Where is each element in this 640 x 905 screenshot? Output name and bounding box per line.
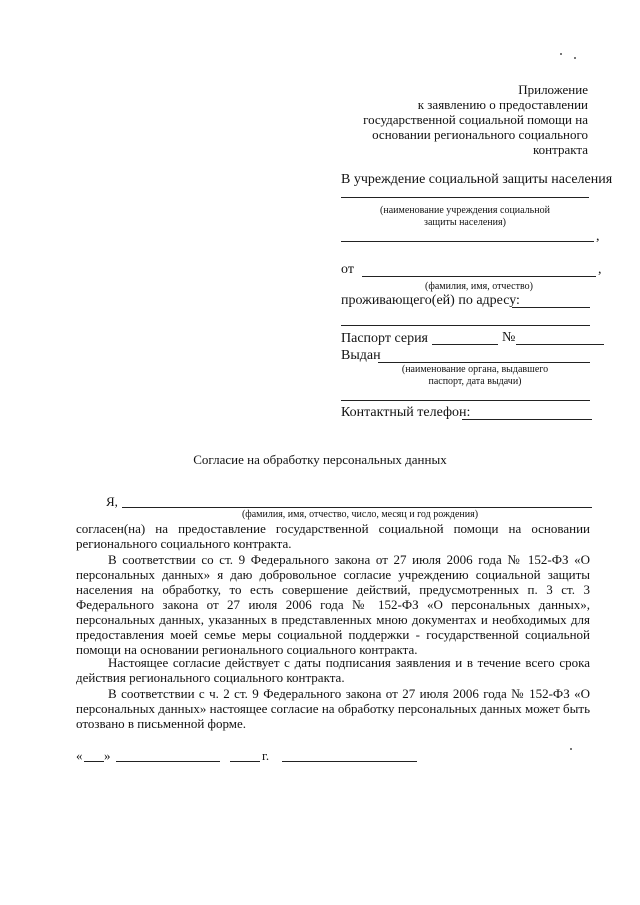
quote-open: « [76, 748, 83, 763]
appendix-line: государственной социальной помощи на [363, 112, 588, 127]
appendix-line: к заявлению о предоставлении [417, 97, 588, 112]
issued-caption [360, 364, 590, 388]
comma: , [596, 229, 600, 244]
caption-line: защиты населения) [424, 217, 506, 228]
consent-paragraph-2: В соответствии со ст. 9 Федерального закона от 27 июля 2006 года № 152-ФЗ «О персональных данных» я даю добровольное согласие учреждению социальной защиты населения на обработку, то есть совершение действий, предусмотренных п. 3 ст. 3 Федерального закона от 27 июля 2006 года № 152-ФЗ «О персональных данных», персональных данных, указанных в представленных мною документах и необходимых для предоставления моей семье меры социальной поддержки - государственной социальной помощи на основании регионального социального контракта. [76, 552, 590, 657]
caption-line: паспорт, дата выдачи) [428, 376, 522, 387]
institution-line[interactable] [341, 197, 589, 198]
passport-series-field[interactable] [432, 344, 498, 345]
issued-label: Выдан [341, 348, 381, 363]
signature-field[interactable] [282, 761, 417, 762]
consent-paragraph-4: В соответствии с ч. 2 ст. 9 Федерального закона от 27 июля 2006 года № 152-ФЗ «О персональных данных» настоящее согласие на обработку персональных данных может быть отозвано в письменной форме. [76, 686, 590, 731]
comma: , [598, 262, 602, 277]
issued-field[interactable] [378, 362, 590, 363]
scan-speck [560, 53, 562, 55]
institution-caption [341, 205, 589, 229]
passport-number-field[interactable] [516, 344, 604, 345]
page-title: Согласие на обработку персональных данных [193, 452, 447, 467]
day-field[interactable] [84, 761, 104, 762]
full-name-field[interactable] [122, 507, 592, 508]
address-field[interactable] [512, 307, 590, 308]
institution-line-2[interactable] [341, 241, 594, 242]
passport-label: Паспорт серия [341, 331, 428, 346]
caption-line: (наименование учреждения социальной [380, 205, 550, 216]
year-field[interactable] [230, 761, 260, 762]
quote-close: » [104, 748, 111, 763]
scan-speck [574, 57, 576, 59]
issued-field-2[interactable] [341, 400, 590, 401]
consent-paragraph-3: Настоящее согласие действует с даты подписания заявления и в течение всего срока действия регионального социального контракта. [76, 655, 590, 685]
appendix-line: Приложение [518, 82, 588, 97]
year-suffix: г. [262, 748, 270, 763]
appendix-line: контракта [533, 142, 588, 157]
address-field-2[interactable] [341, 325, 590, 326]
from-label: от [341, 262, 354, 277]
number-label: № [502, 330, 516, 345]
month-field[interactable] [116, 761, 220, 762]
addressee-to: В учреждение социальной защиты населения [341, 172, 613, 187]
i-label: Я, [106, 494, 118, 509]
appendix-line: основании регионального социального [372, 127, 588, 142]
full-name-caption: (фамилия, имя, отчество, число, месяц и год рождения) [241, 509, 479, 520]
caption-line: (наименование органа, выдавшего [401, 364, 549, 375]
appendix-header [268, 82, 588, 157]
from-caption: (фамилия, имя, отчество) [425, 281, 533, 292]
from-field[interactable] [362, 276, 596, 277]
scan-speck [570, 748, 572, 750]
address-label: проживающего(ей) по адресу: [341, 293, 520, 308]
consent-paragraph-1: согласен(на) на предоставление государственной социальной помощи на основании регионального социального контракта. [76, 521, 590, 551]
phone-label: Контактный телефон: [341, 405, 471, 420]
phone-field[interactable] [462, 419, 592, 420]
